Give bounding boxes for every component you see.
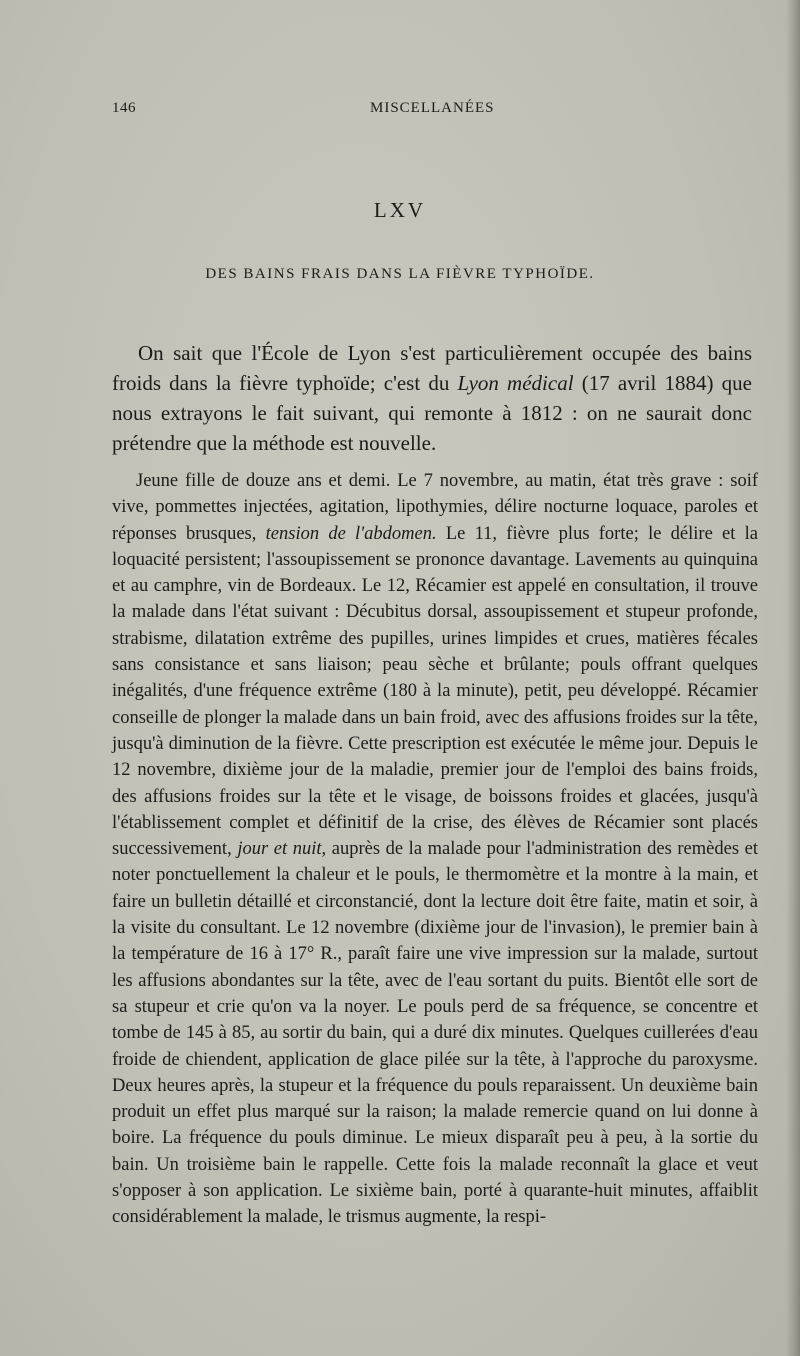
- case-text-2: Le 11, fièvre plus forte; le délire et la loquacité persistent; l'assoupissement se prononce davantage. Lavements au quinquina et au camphre, vin de Bordeaux. Le 12, Récamier est appelé en consultation, il trouve la malade dans l'état suivant : Décubitus dorsal, assoupissement et stupeur profonde, strabisme, dilatation extrême des pupilles, urines limpides et crues, matières fécales sans consistance et sans liaison; peau sèche et brûlante; pouls offrant quelques inégalités, d'une fréquence extrême (180 à la minute), petit, peu développé. Récamier conseille de plonger la malade dans un bain froid, avec des affusions froides sur la tête, jusqu'à diminution de la fièvre. Cette prescription est exécutée le même jour. Depuis le 12 novembre, dixième jour de la maladie, premier jour de l'emploi des bains froids, des affusions froides sur la tête et le visage, de boissons froides et glacées, jusqu'à l'établissement complet et définitif de la crise, des élèves de Récamier sont placés successivement,: [112, 523, 758, 860]
- case-paragraph: [112, 468, 758, 1231]
- case-italic-1: tension de l'abdomen.: [265, 523, 437, 544]
- intro-text-1: On sait que l'École de Lyon s'est particulièrement occupée des bains froids dans la fièvre typhoïde; c'est du: [112, 341, 752, 395]
- case-text-3: auprès de la malade pour l'administration des remèdes et noter ponctuellement la chaleur et le pouls, le thermomètre et la montre à la main, et faire un bulletin détaillé et circonstancié, dont la lecture doit être faite, matin et soir, à la visite du consultant. Le 12 novembre (dixième jour de l'invasion), le premier bain à la température de 16 à 17° R., paraît faire une vive impression sur la malade, surtout les affusions abondantes sur la tête, avec de l'eau sortant du puits. Bientôt elle sort de sa stupeur et crie qu'on va la noyer. Le pouls perd de sa fréquence, se concentre et tombe de 145 à 85, au sortir du bain, qui a duré dix minutes. Quelques cuillerées d'eau froide de chiendent, application de glace pilée sur la tête, à l'approche du paroxysme. Deux heures après, la stupeur et la fréquence du pouls reparaissent. Un deuxième bain produit un effet plus marqué sur la raison; la malade remercie quand on lui donne à boire. La fréquence du pouls diminue. Le mieux disparaît peu à peu, à la sortie du bain. Un troisième bain le rappelle. Cette fois la malade reconnaît la glace et veut s'opposer à son application. Le sixième bain, porté à quarante-huit minutes, affaiblit considérablement la malade, le trismus augmente, la respi-: [112, 839, 758, 1228]
- case-text-1: Jeune fille de douze ans et demi. Le 7 novembre, au matin, état très grave : soif vive, pommettes injectées, agitation, lipothymies, délire nocturne loquace, paroles et réponses brusques,: [112, 471, 758, 544]
- case-italic-2: jour et nuit,: [237, 839, 327, 860]
- chapter-number: LXV: [373, 198, 427, 222]
- intro-italic-source: Lyon médical: [457, 371, 574, 395]
- intro-text-2: (17 avril 1884) que nous extrayons le fait suivant, qui remonte à 1812 : on ne saurait donc prétendre que la méthode est nouvelle.: [112, 371, 752, 455]
- running-title: MISCELLANÉES: [370, 100, 495, 116]
- page-edge-shadow: [786, 0, 800, 1356]
- chapter-title: DES BAINS FRAIS DANS LA FIÈVRE TYPHOÏDE.: [205, 266, 595, 282]
- page-number: 146: [112, 100, 136, 116]
- intro-paragraph: [112, 338, 752, 458]
